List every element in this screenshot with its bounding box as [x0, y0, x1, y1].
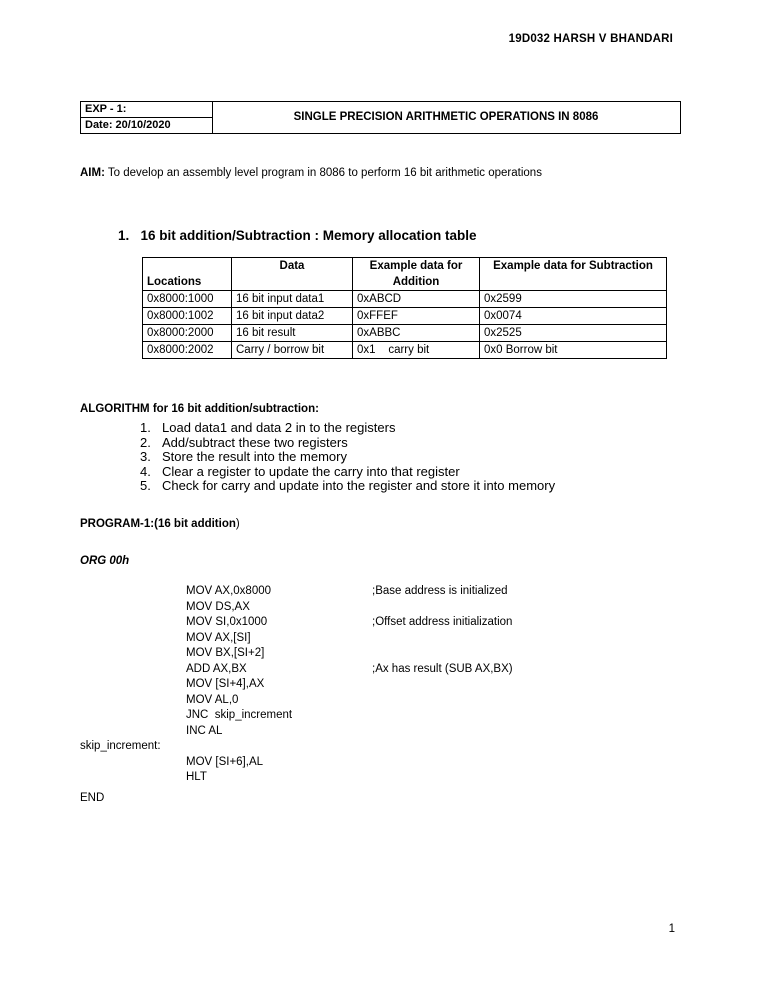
table-cell: 0x8000:2002: [143, 342, 232, 359]
table-header-row: [143, 258, 667, 291]
table-row: [143, 342, 667, 359]
code-line: MOV AX,[SI]: [186, 631, 251, 644]
table-cell: 0x0074: [480, 308, 667, 325]
aim-text: To develop an assembly level program in 8086 to perform 16 bit arithmetic operations: [104, 167, 542, 179]
table-cell: 0x2599: [480, 291, 667, 308]
step-number: 3.: [140, 449, 151, 464]
code-line: MOV AX,0x8000: [186, 585, 272, 597]
aim-paragraph: [80, 167, 542, 179]
table-cell: 0xFFEF: [353, 308, 480, 325]
code-line: MOV DS,AX: [186, 600, 250, 613]
step-text: Load data1 and data 2 in to the registers: [162, 420, 396, 435]
aim-label: AIM:: [80, 167, 105, 179]
program-title-paren: ): [235, 518, 240, 530]
table-cell: 0x8000:1000: [143, 291, 232, 308]
org-directive: ORG 00h: [80, 555, 130, 567]
code-comment: ;Offset address initialization: [372, 616, 513, 628]
code-line: MOV AL,0: [186, 693, 239, 706]
table-cell: 0x8000:1002: [143, 308, 232, 325]
step-text: Add/subtract these two registers: [162, 434, 348, 450]
table-cell: 0x0 Borrow bit: [480, 342, 667, 359]
list-item: [140, 479, 555, 494]
code-line: ADD AX,BX: [186, 662, 247, 675]
table-cell: 0x2525: [480, 325, 667, 342]
experiment-header-box: [80, 101, 681, 134]
code-line: MOV [SI+6],AL: [186, 755, 264, 768]
step-text: Check for carry and update into the register and store it into memory: [162, 478, 556, 493]
code-label: skip_increment:: [80, 740, 161, 752]
column-header-addition: Example data for Addition: [353, 258, 480, 291]
table-cell: 16 bit result: [232, 325, 353, 342]
code-line: HLT: [186, 771, 207, 783]
list-item: [140, 450, 555, 465]
experiment-date: Date: 20/10/2020: [85, 119, 171, 131]
step-text: Store the result into the memory: [162, 449, 347, 464]
experiment-number: EXP - 1:: [81, 102, 212, 118]
list-item: [140, 421, 555, 436]
code-end: END: [80, 792, 105, 804]
code-line: INC AL: [186, 724, 223, 737]
step-text: Clear a register to update the carry into that register: [162, 463, 460, 479]
code-line: MOV [SI+4],AX: [186, 678, 265, 690]
table-cell: 16 bit input data2: [232, 308, 353, 325]
code-line: JNC skip_increment: [186, 709, 293, 721]
step-number: 4.: [140, 463, 151, 479]
section-title: 1. 16 bit addition/Subtraction : Memory allocation table: [118, 228, 477, 243]
step-number: 5.: [140, 478, 151, 493]
code-line: MOV BX,[SI+2]: [186, 647, 265, 659]
step-number: 1.: [140, 420, 151, 435]
author-header: 19D032 HARSH V BHANDARI: [508, 33, 673, 45]
experiment-info-cell: [81, 102, 213, 133]
table-cell: 0x8000:2000: [143, 325, 232, 342]
table-cell: Carry / borrow bit: [232, 342, 353, 359]
algorithm-title: ALGORITHM for 16 bit addition/subtraction:: [80, 403, 319, 415]
list-item: [140, 436, 555, 451]
list-item: [140, 465, 555, 480]
step-number: 2.: [140, 434, 151, 450]
table-cell: 0xABCD: [353, 291, 480, 308]
table-cell: 16 bit input data1: [232, 291, 353, 308]
column-header-locations: Locations: [143, 258, 232, 291]
table-row: [143, 325, 667, 342]
memory-allocation-table: [142, 257, 667, 359]
experiment-title: SINGLE PRECISION ARITHMETIC OPERATIONS IN 8086: [293, 111, 599, 123]
code-line: MOV SI,0x1000: [186, 616, 268, 628]
column-header-subtraction: Example data for Subtraction: [480, 258, 667, 291]
algorithm-steps-list: [140, 421, 555, 494]
program-title: [80, 518, 240, 530]
table-cell: 0x1 carry bit: [353, 342, 480, 359]
table-row: [143, 291, 667, 308]
code-comment: ;Base address is initialized: [372, 585, 508, 597]
table-row: [143, 308, 667, 325]
code-comment: ;Ax has result (SUB AX,BX): [372, 662, 513, 675]
table-cell: 0xABBC: [353, 325, 480, 342]
page-number: 1: [668, 923, 675, 935]
column-header-data: Data: [232, 258, 353, 291]
program-title-text: PROGRAM-1:(16 bit addition: [80, 518, 236, 530]
